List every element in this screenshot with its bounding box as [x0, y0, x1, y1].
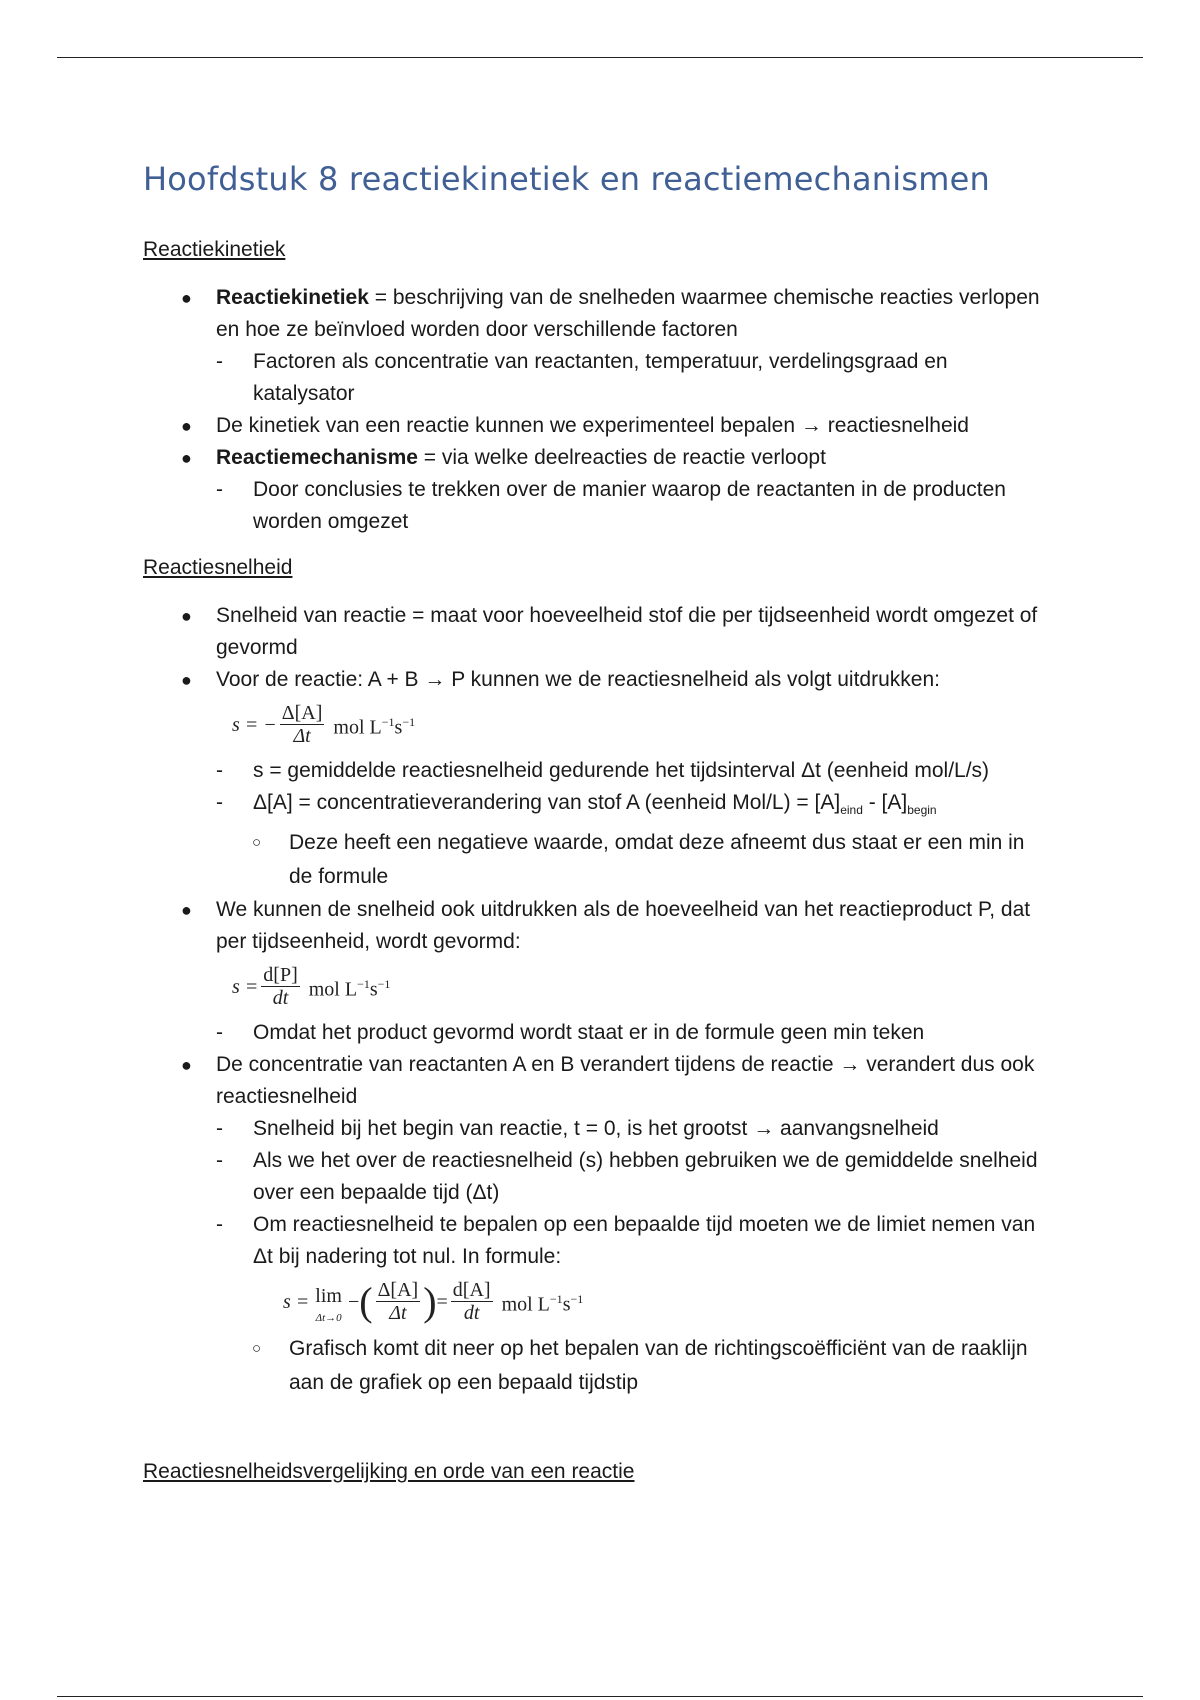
sub-item-text: Δ[A] = concentratieverandering van stof A (eenheid Mol/L) = [A]	[253, 791, 841, 814]
formula-numerator: Δ[A]	[281, 702, 323, 724]
formula-numerator: d[A]	[452, 1279, 491, 1302]
definition: = via welke deelreacties de reactie verloopt	[417, 446, 826, 469]
circle-bullet-icon: ○	[252, 1340, 262, 1358]
formula-product-rate	[232, 964, 1053, 1009]
limit-label: lim	[315, 1284, 342, 1307]
formula-unit: mol $L^{-1}s^{-1}$	[501, 1291, 584, 1316]
list-item-text: De kinetiek van een reactie kunnen we experimenteel bepalen → reactiesnelheid	[216, 414, 969, 437]
formula-fraction	[376, 1279, 421, 1324]
list-item	[143, 1049, 1053, 1400]
list-item-text: Snelheid van reactie = maat voor hoeveelheid stof die per tijdseenheid wordt omgezet of gevormd	[216, 604, 1038, 659]
bullet-icon: ●	[181, 448, 192, 468]
section-heading-vergelijking: Reactiesnelheidsvergelijking en orde van een reactie	[143, 1460, 635, 1484]
dash-icon: -	[216, 350, 223, 373]
section-heading-reactiesnelheid: Reactiesnelheid	[143, 556, 293, 579]
sub-item	[216, 1113, 1053, 1145]
list-reactiekinetiek	[143, 282, 1053, 538]
list-reactiesnelheid	[143, 600, 1053, 1400]
paren-open: (	[359, 1278, 373, 1324]
sub-item-text: Omdat het product gevormd wordt staat er in de formule geen min teken	[253, 1021, 925, 1045]
formula-equals: =	[436, 1290, 448, 1313]
dash-icon: -	[216, 478, 223, 501]
definition: = beschrijving van de snelheden waarmee chemische reacties verlopen en hoe ze beïnvloed worden door verschillende factoren	[216, 286, 1040, 341]
bullet-icon: ●	[181, 606, 192, 626]
header-rule	[57, 57, 1143, 58]
formula-fraction	[280, 702, 325, 747]
limit-subscript: Δt→0	[315, 1311, 342, 1324]
section-heading-reactiekinetiek: Reactiekinetiek	[143, 238, 286, 261]
list-item	[143, 894, 1053, 1049]
sub-item-text: Als we het over de reactiesnelheid (s) hebben gebruiken we de gemiddelde snelheid over een bepaalde tijd (Δt)	[253, 1149, 1038, 1205]
list-item-text: Voor de reactie: A + B → P kunnen we de reactiesnelheid als volgt uitdrukken:	[216, 668, 940, 691]
formula-unit: mol $L^{-1}s^{-1}$	[308, 976, 391, 1001]
bullet-icon: ●	[181, 670, 192, 690]
formula-minus: −	[347, 1290, 360, 1313]
term: Reactiekinetiek	[216, 286, 369, 309]
formula-fraction	[261, 964, 299, 1009]
list-item	[143, 442, 1053, 538]
sub-item	[216, 1017, 1053, 1049]
formula-limit	[315, 1280, 342, 1324]
bullet-icon: ●	[181, 416, 192, 436]
paren-close: )	[423, 1278, 437, 1324]
dash-icon: -	[216, 1213, 223, 1237]
footer-rule	[57, 1696, 1143, 1697]
dash-icon: -	[216, 759, 223, 782]
list-item	[143, 664, 1053, 894]
formula-fraction	[451, 1279, 493, 1324]
term: Reactiemechanisme	[216, 446, 418, 469]
formula-lhs: s = −	[232, 713, 277, 736]
sub-sub-item	[216, 1332, 1053, 1400]
sub-item-text: Door conclusies te trekken over de manier waarop de reactanten in de producten worden omgezet	[253, 478, 1006, 533]
sub-item-text: s = gemiddelde reactiesnelheid gedurende het tijdsinterval Δt (eenheid mol/L/s)	[253, 759, 990, 782]
formula-average-rate	[232, 702, 1053, 747]
circle-bullet-icon: ○	[252, 834, 262, 852]
dash-icon: -	[216, 1117, 223, 1141]
sub-sub-item-text: Grafisch komt dit neer op het bepalen van de richtingscoëfficiënt van de raaklijn aan de grafiek op een bepaald tijdstip	[289, 1337, 1028, 1395]
bullet-icon: ●	[181, 900, 192, 921]
formula-lhs: s =	[232, 975, 259, 998]
sub-item-text-cont: - [A]	[862, 791, 908, 814]
sub-sub-item-text: Deze heeft een negatieve waarde, omdat deze afneemt dus staat er een min in de formule	[289, 831, 1025, 889]
sub-item	[216, 346, 1053, 410]
sub-item	[216, 1209, 1053, 1400]
dash-icon: -	[216, 791, 223, 814]
sub-item-text: Om reactiesnelheid te bepalen op een bepaalde tijd moeten we de limiet nemen van Δt bij nadering tot nul. In formule:	[253, 1213, 1036, 1269]
list-item-text: We kunnen de snelheid ook uitdrukken als de hoeveelheid van het reactieproduct P, dat per tijdseenheid, wordt gevormd:	[216, 898, 1031, 954]
formula-limit-rate	[283, 1279, 1053, 1324]
list-item-text: De concentratie van reactanten A en B verandert tijdens de reactie → verandert dus ook reactiesnelheid	[216, 1053, 1035, 1109]
sub-item-text: Snelheid bij het begin van reactie, t = 0, is het grootst → aanvangsnelheid	[253, 1117, 939, 1141]
subscript-eind: eind	[840, 803, 863, 818]
formula-numerator: Δ[A]	[377, 1279, 419, 1302]
dash-icon: -	[216, 1149, 223, 1173]
list-item	[143, 600, 1053, 664]
sub-item-text: Factoren als concentratie van reactanten, temperatuur, verdelingsgraad en katalysator	[253, 350, 948, 405]
formula-unit: mol $L^{-1}s^{-1}$	[333, 714, 416, 739]
sub-item	[216, 755, 1053, 787]
subscript-begin: begin	[907, 803, 937, 818]
bullet-icon: ●	[181, 1055, 192, 1076]
formula-denominator: dt	[272, 987, 289, 1010]
sub-item	[216, 1145, 1053, 1209]
formula-denominator: Δt	[389, 1302, 407, 1325]
document-body	[143, 160, 1053, 1504]
page-title: Hoofdstuk 8 reactiekinetiek en reactiemechanismen	[143, 160, 990, 198]
formula-numerator: d[P]	[263, 964, 298, 987]
sub-sub-item	[216, 826, 1053, 894]
formula-denominator: dt	[463, 1302, 480, 1325]
list-item	[143, 410, 1053, 442]
formula-lhs: s =	[283, 1290, 310, 1313]
dash-icon: -	[216, 1021, 223, 1045]
formula-denominator: Δt	[293, 725, 311, 747]
bullet-icon: ●	[181, 288, 192, 308]
list-item	[143, 282, 1053, 410]
sub-item	[216, 787, 1053, 894]
sub-item	[216, 474, 1053, 538]
